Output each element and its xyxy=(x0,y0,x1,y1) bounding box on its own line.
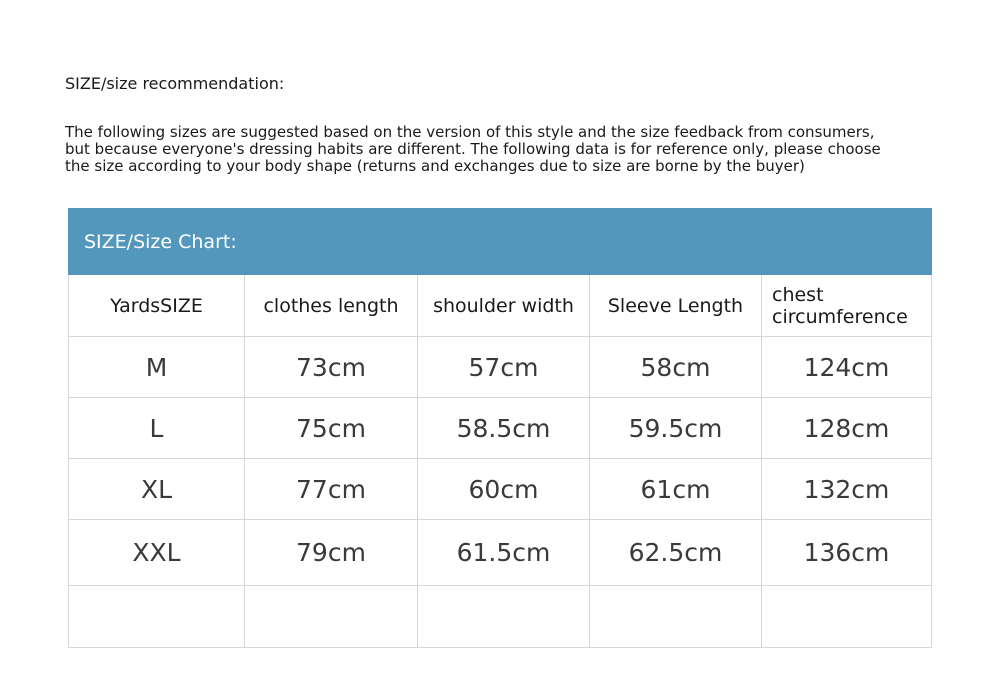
table-row xyxy=(69,398,931,459)
size-intro-text xyxy=(65,124,945,175)
size-recommendation-heading: SIZE/size recommendation: xyxy=(65,74,285,93)
shoulder-width-cell: 58.5cm xyxy=(418,398,590,458)
size-chart-header-row xyxy=(69,275,931,337)
shoulder-width-cell: 60cm xyxy=(418,459,590,519)
header-chest-line-1: chest xyxy=(772,283,824,306)
empty-cell xyxy=(762,586,931,647)
empty-cell xyxy=(245,586,418,647)
size-chart-title-banner xyxy=(68,208,932,275)
table-row xyxy=(69,337,931,398)
size-cell: L xyxy=(69,398,245,458)
header-cell-sleeve-length: Sleeve Length xyxy=(590,275,762,336)
header-chest-line-2: circumference xyxy=(772,305,908,328)
intro-line: but because everyone's dressing habits are different. The following data is for reference only, please choose xyxy=(65,140,881,158)
empty-cell xyxy=(418,586,590,647)
clothes-length-cell: 75cm xyxy=(245,398,418,458)
clothes-length-cell: 79cm xyxy=(245,520,418,585)
chest-circumference-cell: 136cm xyxy=(803,538,890,567)
header-cell-shoulder-width: shoulder width xyxy=(418,275,590,336)
empty-table-row xyxy=(69,586,931,648)
clothes-length-cell: 73cm xyxy=(245,337,418,397)
table-row xyxy=(69,520,931,586)
sleeve-length-cell: 62.5cm xyxy=(590,520,762,585)
chest-circumference-cell: 128cm xyxy=(803,413,890,443)
empty-cell xyxy=(590,586,762,647)
intro-line: the size according to your body shape (returns and exchanges due to size are borne by the buyer) xyxy=(65,157,805,175)
sleeve-length-cell: 61cm xyxy=(590,459,762,519)
shoulder-width-cell: 57cm xyxy=(418,337,590,397)
size-cell: M xyxy=(69,337,245,397)
shoulder-width-cell: 61.5cm xyxy=(418,520,590,585)
size-chart-title: SIZE/Size Chart: xyxy=(84,230,237,253)
chest-circumference-cell: 124cm xyxy=(803,352,890,382)
header-cell-chest-circumference xyxy=(762,275,931,336)
intro-line: The following sizes are suggested based on the version of this style and the size feedback from consumers, xyxy=(65,123,875,141)
chest-circumference-cell: 132cm xyxy=(803,474,890,504)
table-row xyxy=(69,459,931,520)
size-chart-grid xyxy=(68,275,932,648)
size-cell: XL xyxy=(69,459,245,519)
size-chart-table xyxy=(68,208,932,648)
size-cell: XXL xyxy=(69,520,245,585)
clothes-length-cell: 77cm xyxy=(245,459,418,519)
empty-cell xyxy=(69,586,245,647)
sleeve-length-cell: 58cm xyxy=(590,337,762,397)
sleeve-length-cell: 59.5cm xyxy=(590,398,762,458)
header-cell-clothes-length: clothes length xyxy=(245,275,418,336)
header-cell-size: YardsSIZE xyxy=(69,275,245,336)
